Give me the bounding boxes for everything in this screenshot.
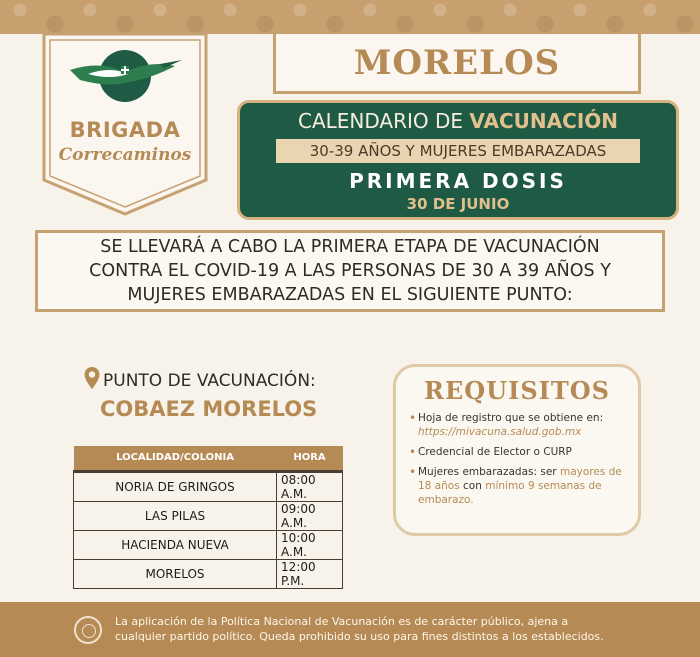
location-pin-icon xyxy=(83,366,101,390)
locality-cell: MORELOS xyxy=(74,559,277,588)
age-group-strip xyxy=(276,139,640,163)
vaccination-point-label: PUNTO DE VACUNACIÓN: xyxy=(103,371,316,391)
time-cell: 10:00 A.M. xyxy=(277,530,343,559)
schedule-table xyxy=(73,446,343,589)
footer-disclaimer xyxy=(115,614,675,644)
calendar-title-prefix: CALENDARIO DE xyxy=(297,109,464,133)
age-group-label: 30-39 AÑOS Y MUJERES EMBARAZADAS xyxy=(309,142,607,160)
footer-line: cualquier partido político. Queda prohibido su uso para fines distintos a los establecidos. xyxy=(115,630,604,643)
table-row xyxy=(74,471,343,501)
requirements-list xyxy=(418,411,636,513)
brigade-title: BRIGADA xyxy=(69,118,181,142)
vaccination-point-name: COBAEZ MORELOS xyxy=(100,397,318,421)
time-header: HORA xyxy=(277,446,343,471)
footer xyxy=(0,602,700,657)
requirement-text: Credencial de Elector o CURP xyxy=(418,446,572,458)
announcement-line: SE LLEVARÁ A CABO LA PRIMERA ETAPA DE VACUNACIÓN xyxy=(100,237,600,257)
announcement-box xyxy=(35,230,665,312)
announcement-line: CONTRA EL COVID-19 A LAS PERSONAS DE 30 A 39 AÑOS Y xyxy=(89,261,611,281)
time-cell: 08:00 A.M. xyxy=(277,471,343,501)
announcement-line: MUJERES EMBARAZADAS EN EL SIGUIENTE PUNTO: xyxy=(127,285,573,305)
schedule-header-row xyxy=(74,446,343,471)
locality-cell: HACIENDA NUEVA xyxy=(74,530,277,559)
requirement-text: Mujeres embarazadas: ser xyxy=(418,466,557,478)
locality-header: LOCALIDAD/COLONIA xyxy=(74,446,277,471)
requirement-text: con xyxy=(463,480,482,492)
table-row xyxy=(74,559,343,588)
requirements-box xyxy=(393,364,641,536)
registration-link[interactable]: https://mivacuna.salud.gob.mx xyxy=(418,426,582,438)
calendar-card xyxy=(237,100,679,220)
calendar-title xyxy=(240,109,676,133)
requirements-title: REQUISITOS xyxy=(424,376,610,405)
time-cell: 09:00 A.M. xyxy=(277,501,343,530)
requirement-highlight: mayores de 18 años xyxy=(418,466,622,492)
dose-date: 30 DE JUNIO xyxy=(406,195,510,213)
table-row xyxy=(74,530,343,559)
time-cell: 12:00 P.M. xyxy=(277,559,343,588)
requirement-text: Hoja de registro que se obtiene en: xyxy=(418,412,604,424)
table-row xyxy=(74,501,343,530)
state-header xyxy=(273,34,641,94)
locality-cell: LAS PILAS xyxy=(74,501,277,530)
state-name: MORELOS xyxy=(353,42,561,83)
requirement-highlight: mínimo 9 semanas de embarazo. xyxy=(418,480,602,506)
list-item xyxy=(418,445,636,459)
brigade-badge xyxy=(40,30,210,218)
calendar-title-bold: VACUNACIÓN xyxy=(469,109,618,133)
list-item xyxy=(418,411,636,439)
government-seal-icon xyxy=(74,616,102,644)
list-item xyxy=(418,465,636,507)
dose-label: PRIMERA DOSIS xyxy=(349,169,567,193)
footer-line: La aplicación de la Política Nacional de Vacunación es de carácter público, ajena a xyxy=(115,615,569,628)
brigade-subtitle: Correcaminos xyxy=(58,145,192,165)
locality-cell: NORIA DE GRINGOS xyxy=(74,471,277,501)
decorative-top-band xyxy=(0,0,700,34)
